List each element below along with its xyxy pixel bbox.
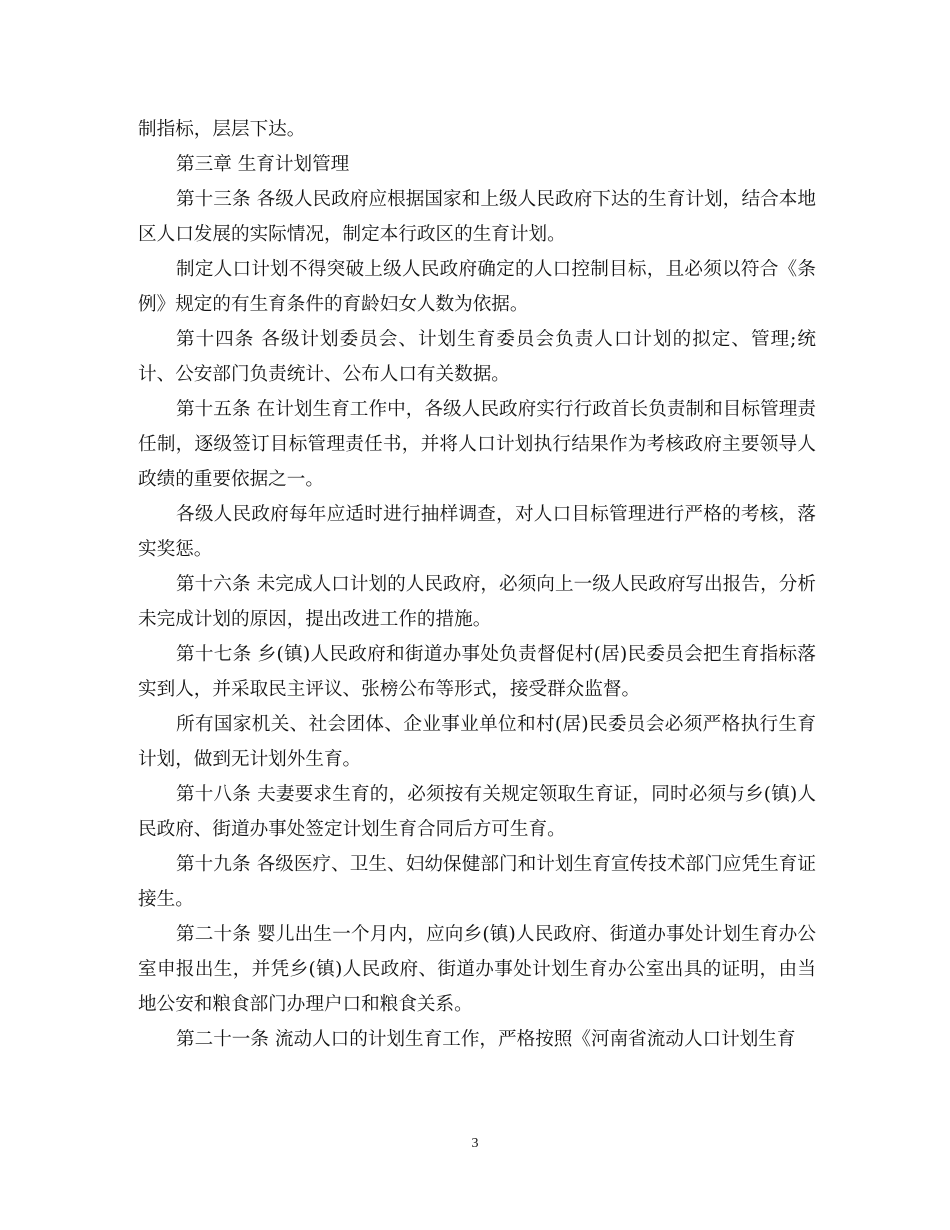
document-body [138, 112, 816, 1057]
article-14: 第十四条 各级计划委员会、计划生育委员会负责人口计划的拟定、管理;统计、公安部门负责统计、公布人口有关数据。 [138, 329, 816, 385]
article-13: 第十三条 各级人民政府应根据国家和上级人民政府下达的生育计划，结合本地区人口发展的实际情况，制定本行政区的生育计划。 [138, 189, 816, 245]
article-19: 第十九条 各级医疗、卫生、妇幼保健部门和计划生育宣传技术部门应凭生育证接生。 [138, 854, 816, 910]
paragraph: 所有国家机关、社会团体、企业事业单位和村(居)民委员会必须严格执行生育计划，做到无计划外生育。 [138, 714, 816, 770]
article-16: 第十六条 未完成人口计划的人民政府，必须向上一级人民政府写出报告，分析未完成计划的原因，提出改进工作的措施。 [138, 574, 816, 630]
paragraph: 制定人口计划不得突破上级人民政府确定的人口控制目标，且必须以符合《条例》规定的有生育条件的育龄妇女人数为依据。 [138, 259, 816, 315]
article-15: 第十五条 在计划生育工作中，各级人民政府实行行政首长负责制和目标管理责任制，逐级签订目标管理责任书，并将人口计划执行结果作为考核政府主要领导人政绩的重要依据之一。 [138, 399, 816, 490]
article-18: 第十八条 夫妻要求生育的，必须按有关规定领取生育证，同时必须与乡(镇)人民政府、街道办事处签定计划生育合同后方可生育。 [138, 784, 816, 840]
paragraph: 各级人民政府每年应适时进行抽样调查，对人口目标管理进行严格的考核，落实奖惩。 [138, 504, 816, 560]
chapter-heading: 第三章 生育计划管理 [176, 154, 350, 175]
article-20: 第二十条 婴儿出生一个月内，应向乡(镇)人民政府、街道办事处计划生育办公室申报出生，并凭乡(镇)人民政府、街道办事处计划生育办公室出具的证明，由当地公安和粮食部门办理户口和粮食关系。 [138, 924, 816, 1015]
page-number: 3 [471, 1136, 479, 1151]
article-21: 第二十一条 流动人口的计划生育工作，严格按照《河南省流动人口计划生育 [176, 1029, 796, 1050]
article-17: 第十七条 乡(镇)人民政府和街道办事处负责督促村(居)民委员会把生育指标落实到人，并采取民主评议、张榜公布等形式，接受群众监督。 [138, 644, 816, 700]
paragraph: 制指标，层层下达。 [138, 119, 306, 140]
